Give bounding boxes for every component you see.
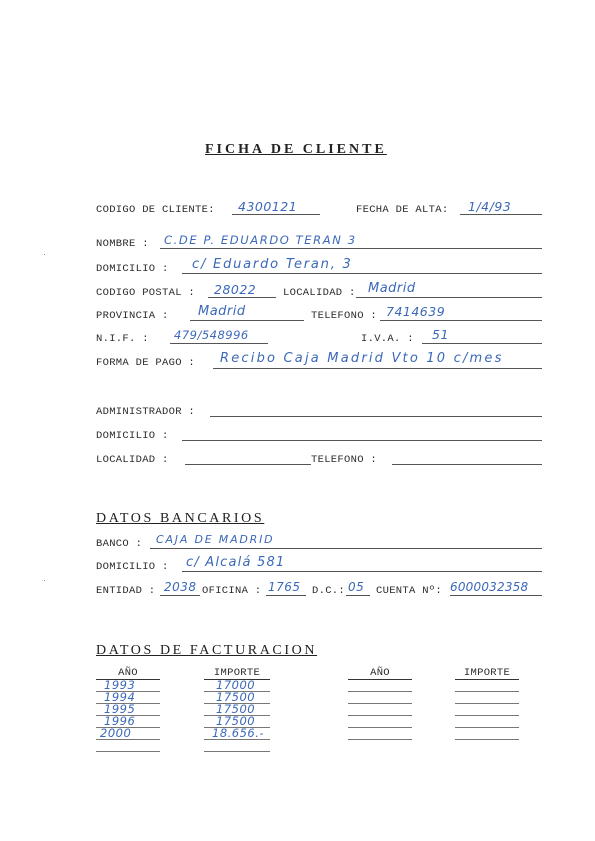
admin-localidad-line <box>185 464 311 465</box>
provincia-line <box>190 320 304 321</box>
iva-label: I.V.A. : <box>361 333 414 345</box>
iva-line <box>422 343 542 344</box>
importe-cell-2: 17500 <box>216 690 256 704</box>
scan-speck <box>44 254 45 255</box>
row-line <box>348 703 412 704</box>
telefono-line <box>380 320 542 321</box>
row-line <box>96 751 160 752</box>
row-line <box>204 691 270 692</box>
ano-cell-1: 1993 <box>104 678 136 692</box>
localidad-label: LOCALIDAD : <box>283 287 356 299</box>
banco-domicilio-label: DOMICILIO : <box>96 561 169 573</box>
cuenta-line <box>450 595 542 596</box>
banco-line <box>150 548 542 549</box>
row-line <box>204 715 270 716</box>
row-line <box>96 703 160 704</box>
importe-cell-3: 17500 <box>216 702 256 716</box>
ano-cell-5: 2000 <box>100 726 132 740</box>
nif-label: N.I.F. : <box>96 333 149 345</box>
entidad-value: 2038 <box>164 580 197 594</box>
nif-line <box>170 343 268 344</box>
oficina-value: 1765 <box>268 580 301 594</box>
datos-bancarios-heading: DATOS BANCARIOS <box>96 511 265 526</box>
row-line <box>204 751 270 752</box>
importe-cell-4: 17500 <box>216 714 256 728</box>
banco-label: BANCO : <box>96 538 143 550</box>
codigo-postal-value: 28022 <box>214 282 257 297</box>
importe-cell-1: 17000 <box>216 678 256 692</box>
banco-value: CAJA DE MADRID <box>156 533 275 546</box>
row-line <box>204 703 270 704</box>
fecha-alta-line <box>460 214 542 215</box>
row-line <box>204 739 270 740</box>
codigo-postal-label: CODIGO POSTAL : <box>96 287 196 299</box>
codigo-cliente-line <box>232 214 320 215</box>
domicilio-label: DOMICILIO : <box>96 263 169 275</box>
admin-telefono-label: TELEFONO : <box>311 454 378 466</box>
row-line <box>348 715 412 716</box>
scan-speck <box>44 580 45 581</box>
telefono-value: 7414639 <box>386 304 446 319</box>
banco-domicilio-line <box>182 571 542 572</box>
row-line <box>348 727 412 728</box>
domicilio-line <box>182 273 542 274</box>
row-line <box>455 715 519 716</box>
row-line <box>96 727 160 728</box>
dc-line <box>346 595 370 596</box>
forma-pago-value: Recibo Caja Madrid Vto 10 c/mes <box>220 351 504 366</box>
localidad-value: Madrid <box>368 281 416 296</box>
domicilio-value: c/ Eduardo Teran, 3 <box>192 257 353 272</box>
row-line <box>455 691 519 692</box>
col-importe-header-1: IMPORTE <box>213 667 261 679</box>
col-importe-header-2: IMPORTE <box>463 667 511 679</box>
row-line <box>455 739 519 740</box>
col-ano-header-1: AÑO <box>118 667 138 679</box>
forma-pago-label: FORMA DE PAGO : <box>96 357 196 369</box>
datos-facturacion-heading: DATOS DE FACTURACION <box>96 643 318 658</box>
administrador-line <box>210 416 542 417</box>
entidad-line <box>160 595 200 596</box>
cuenta-label: CUENTA Nº: <box>376 585 443 597</box>
row-line <box>348 739 412 740</box>
localidad-line <box>356 297 542 298</box>
row-line <box>455 727 519 728</box>
dc-value: 05 <box>348 580 365 594</box>
nif-value: 479/548996 <box>174 328 249 342</box>
codigo-cliente-value: 4300121 <box>238 199 298 214</box>
row-line <box>204 727 270 728</box>
codigo-cliente-label: CODIGO DE CLIENTE: <box>96 204 215 216</box>
banco-domicilio-value: c/ Alcalá 581 <box>186 555 286 570</box>
provincia-label: PROVINCIA : <box>96 310 169 322</box>
dc-label: D.C.: <box>312 585 346 597</box>
ano-cell-3: 1995 <box>104 702 136 716</box>
oficina-line <box>266 595 306 596</box>
cuenta-value: 6000032358 <box>450 580 529 594</box>
col-ano-header-2: AÑO <box>370 667 390 679</box>
admin-domicilio-label: DOMICILIO : <box>96 430 169 442</box>
admin-domicilio-line <box>182 440 542 441</box>
ano-cell-2: 1994 <box>104 690 136 704</box>
forma-pago-line <box>213 368 542 369</box>
admin-localidad-label: LOCALIDAD : <box>96 454 169 466</box>
provincia-value: Madrid <box>198 304 246 319</box>
fecha-alta-value: 1/4/93 <box>468 199 512 214</box>
row-line <box>455 703 519 704</box>
administrador-label: ADMINISTRADOR : <box>96 406 196 418</box>
iva-value: 51 <box>432 327 449 342</box>
codigo-postal-line <box>208 297 276 298</box>
row-line <box>348 691 412 692</box>
page-title: FICHA DE CLIENTE <box>205 142 387 157</box>
entidad-label: ENTIDAD : <box>96 585 156 597</box>
oficina-label: OFICINA : <box>202 585 262 597</box>
admin-telefono-line <box>392 464 542 465</box>
importe-cell-5: 18.656.- <box>212 726 265 740</box>
telefono-label: TELEFONO : <box>311 310 378 322</box>
row-line <box>96 739 160 740</box>
col-importe-header-line-2 <box>455 679 519 680</box>
fecha-alta-label: FECHA DE ALTA: <box>356 204 449 216</box>
nombre-value: C.DE P. EDUARDO TERAN 3 <box>164 233 357 247</box>
row-line <box>96 691 160 692</box>
nombre-line <box>160 248 542 249</box>
row-line <box>96 715 160 716</box>
nombre-label: NOMBRE : <box>96 238 149 250</box>
col-ano-header-line-2 <box>348 679 412 680</box>
ano-cell-4: 1996 <box>104 714 136 728</box>
